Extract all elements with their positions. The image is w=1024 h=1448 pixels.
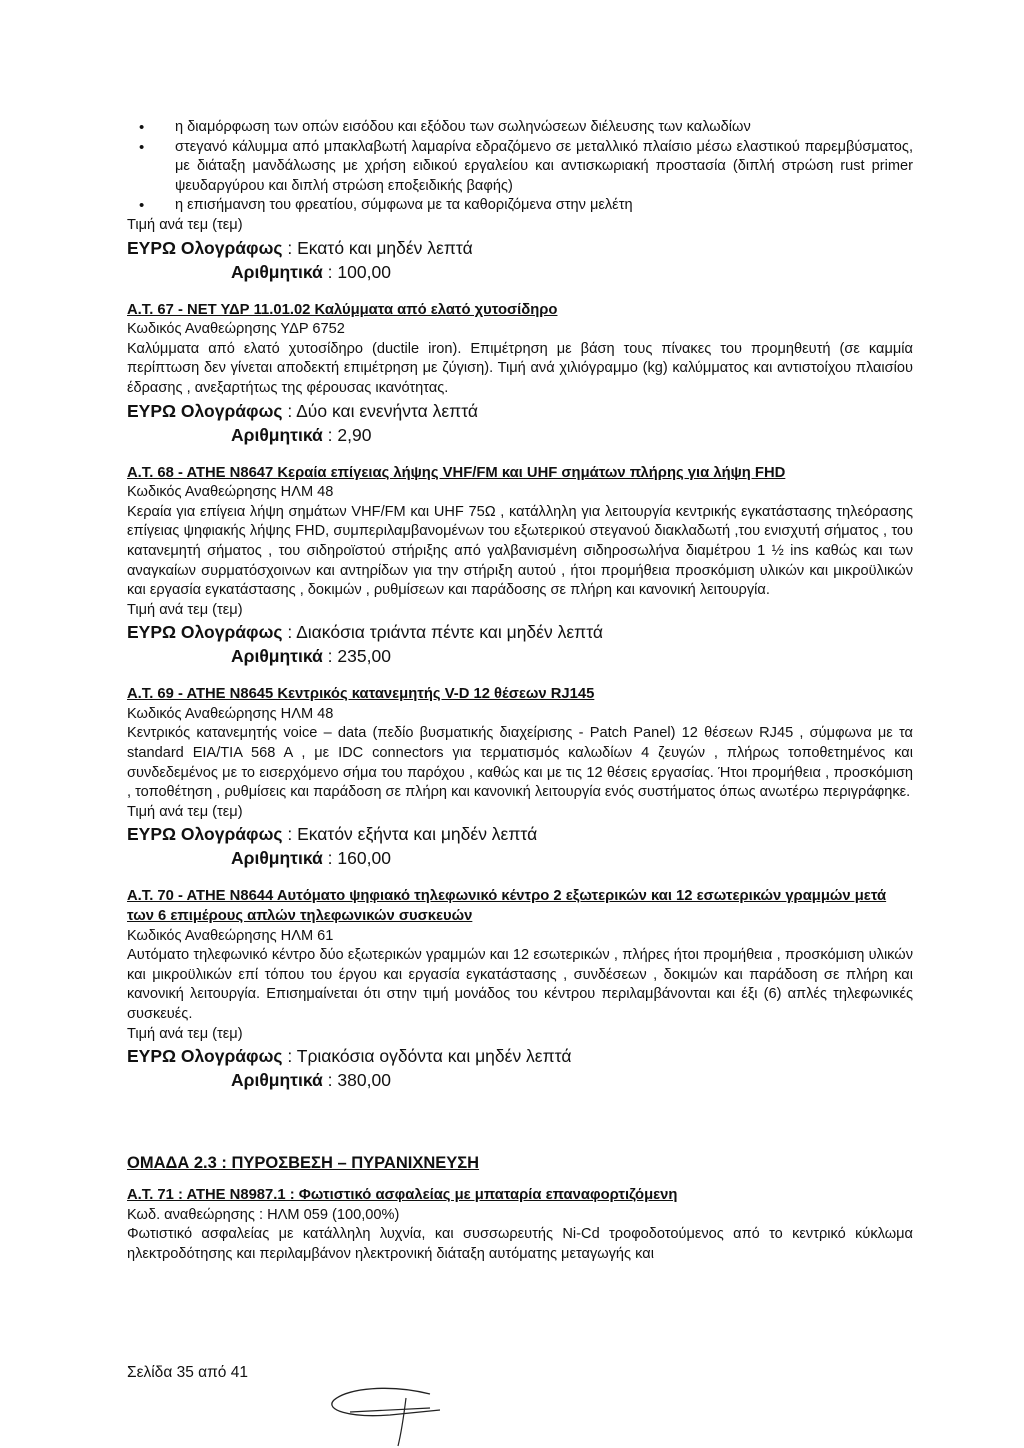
item-heading: Α.Τ. 68 - ΑΤΗΕ Ν8647 Κεραία επίγειας λήψης VHF/FM και UHF σημάτων πλήρης για λήψη FHD	[127, 464, 786, 481]
price-number: 160,00	[337, 848, 391, 869]
colon: :	[287, 824, 293, 845]
colon: :	[327, 1070, 333, 1091]
item-heading: Α.Τ. 67 - ΝΕΤ ΥΔΡ 11.01.02 Καλύμματα από ελατό χυτοσίδηρο	[127, 301, 558, 318]
unit-line: Τιμή ανά τεμ (τεμ)	[127, 216, 243, 233]
revision-code: Κωδικός Αναθεώρησης ΥΔΡ 6752	[127, 321, 345, 338]
item-description: Κεντρικός κατανεμητής voice – data (πεδίο βυσματικής διαχείρισης - Patch Panel) 12 θέσεων RJ45 , σύμφωνα με τα standard EIA/TIA 568 A , με IDC connectors για τερματισμός καλωδίων 4 ζευγών , πλήρως τοποθετημένος και συνδεδεμένος με το εισερχόμενο σήμα του παρόχου , καθώς και με τις 12 θέσεις εργασίας. Ήτοι προμήθεια , προσκόμιση , τοποθέτηση , ρυθμίσεις και παράδοση σε πλήρη και κανονική λειτουργία ενός συστήματος όπως ανωτέρω περιγράφηκε.	[127, 725, 913, 801]
price-words: Τριακόσια ογδόντα και μηδέν λεπτά	[296, 1046, 572, 1067]
price-number: 235,00	[337, 646, 391, 667]
price-number-row	[127, 846, 913, 870]
price-number-label: Αριθμητικά	[231, 848, 323, 869]
item-section	[127, 685, 913, 870]
revision-code: Κωδικός Αναθεώρησης ΗΛΜ 61	[127, 927, 334, 944]
price-words-row	[127, 822, 913, 846]
bullet-item: • στεγανό κάλυμμα από μπακλαβωτή λαμαρίνα εδραζόμενο σε μεταλλικό πλαίσιο μέσω ελαστικού παρεμβύσματος, με διάταξη μανδάλωσης με χρήση ειδικού εργαλείου και αντισκωριακή προστασία (διπλή στρώση rust primer ψευδαργύρου και διπλή στρώση εποξειδικής βαφής)	[127, 138, 913, 197]
price-words-row	[127, 1044, 913, 1068]
price-number-row	[127, 644, 913, 668]
price-number: 2,90	[337, 424, 372, 445]
colon: :	[287, 622, 293, 643]
unit-line: Τιμή ανά τεμ (τεμ)	[127, 803, 243, 820]
price-words-label: ΕΥΡΩ Ολογράφως	[127, 1046, 283, 1067]
document-page	[127, 118, 913, 1265]
price-number-row	[127, 1068, 913, 1092]
colon: :	[287, 400, 293, 421]
price-number-row	[127, 423, 913, 447]
price-words-label: ΕΥΡΩ Ολογράφως	[127, 622, 283, 643]
price-words-row	[127, 236, 913, 260]
page-footer: Σελίδα 35 από 41	[127, 1364, 248, 1381]
price-number-label: Αριθμητικά	[231, 261, 323, 282]
price-words: Δύο και ενενήντα λεπτά	[296, 400, 479, 421]
revision-code: Κωδικός Αναθεώρησης ΗΛΜ 48	[127, 484, 334, 501]
item-section	[127, 887, 913, 1092]
colon: :	[327, 424, 333, 445]
price-words-row	[127, 399, 913, 423]
signature	[320, 1378, 470, 1448]
price-number: 380,00	[337, 1070, 391, 1091]
price-number-label: Αριθμητικά	[231, 1070, 323, 1091]
colon: :	[287, 1046, 293, 1067]
price-words: Εκατό και μηδέν λεπτά	[297, 237, 473, 258]
unit-line: Τιμή ανά τεμ (τεμ)	[127, 1025, 243, 1042]
colon: :	[327, 848, 333, 869]
item-heading: Α.Τ. 70 - ΑΤΗΕ Ν8644 Αυτόματο ψηφιακό τηλεφωνικό κέντρο 2 εξωτερικών και 12 εσωτερικών γραμμών μετά των 6 επιμέρους απλών τηλεφωνικών συσκευών	[127, 888, 887, 925]
price-words-label: ΕΥΡΩ Ολογράφως	[127, 824, 283, 845]
item-heading: Α.Τ. 71 : ΑΤΗΕ Ν8987.1 : Φωτιστικό ασφαλείας με μπαταρία επαναφορτιζόμενη	[127, 1187, 678, 1204]
price-number-row	[127, 260, 913, 284]
price-number-label: Αριθμητικά	[231, 646, 323, 667]
item-section	[127, 464, 913, 669]
group-heading: ΟΜΑΔΑ 2.3 : ΠΥΡΟΣΒΕΣΗ – ΠΥΡΑΝΙΧΝΕΥΣΗ	[127, 1154, 480, 1173]
revision-code: Κωδικός Αναθεώρησης ΗΛΜ 48	[127, 705, 334, 722]
item-heading: Α.Τ. 69 - ΑΤΗΕ Ν8645 Κεντρικός κατανεμητής V-D 12 θέσεων RJ145	[127, 686, 595, 703]
item-section	[127, 1186, 913, 1264]
price-number: 100,00	[337, 261, 391, 282]
item-description: Φωτιστικό ασφαλείας με κατάλληλη λυχνία, και συσσωρευτής Ni-Cd τροφοδοτούμενος από το κεντρικό κύκλωμα ηλεκτροδότησης και περιλαμβάνον ηλεκτρονική διάταξη αυτόματης μεταγωγής και	[127, 1226, 913, 1262]
bullet-item: • η διαμόρφωση των οπών εισόδου και εξόδου των σωληνώσεων διέλευσης των καλωδίων	[127, 118, 913, 138]
price-words-row	[127, 620, 913, 644]
item-description: Αυτόματο τηλεφωνικό κέντρο δύο εξωτερικών γραμμών και 12 εσωτερικών , πλήρες ήτοι προμήθεια , προσκόμιση υλικών και μικροϋλικών επί τόπου του έργου και εργασία εγκατάστασης , συνδέσεων , δοκιμών και παράδοση σε πλήρη και κανονική λειτουργία. Επισημαίνεται ότι στην τιμή μονάδος του κέντρου περιλαμβάνονται και έξι (6) απλές τηλεφωνικές συσκευές.	[127, 947, 913, 1022]
colon: :	[327, 261, 333, 282]
item-description: Καλύμματα από ελατό χυτοσίδηρο (ductile iron). Επιμέτρηση με βάση τους πίνακες του προμηθευτή (σε καμμία περίπτωση δεν γίνεται αποδεκτή επιμέτρηση με ζύγιση). Τιμή ανά χιλιόγραμμο (kg) καλύμματος και αντιστοίχου πλαισίου έδρασης , ανεξαρτήτως της φέρουσας ικανότητας.	[127, 340, 913, 396]
price-words: Εκατόν εξήντα και μηδέν λεπτά	[297, 824, 538, 845]
item-description: Κεραία για επίγεια λήψη σημάτων VHF/FM και UHF 75Ω , κατάλληλη για λειτουργία κεντρικής εγκατάστασης τηλεόρασης επίγειας ψηφιακής λήψης FHD, συμπεριλαμβανομένων του εξωτερικού στεγανού διακλαδωτή ,του ενισχυτή σήματος , του κατανεμητή σήματος , του σιδηροϊστού στήριξης από γαλβανισμένη σιδηροσωλήνα διαμέτρου 1 ½ ins καθώς και των αναγκαίων συρματόσχοινων και αντηρίδων για την στήριξη αυτού , ήτοι προμήθεια προσκόμιση υλικών και μικροϋλικών και εργασία εγκατάστασης , δοκιμών , ρυθμίσεων και παράδοσης σε πλήρη και κανονική λειτουργία.	[127, 503, 913, 599]
price-words-label: ΕΥΡΩ Ολογράφως	[127, 400, 283, 421]
revision-code: Κωδ. αναθεώρησης : ΗΛΜ 059 (100,00%)	[127, 1206, 400, 1223]
price-words: Διακόσια τριάντα πέντε και μηδέν λεπτά	[296, 622, 603, 643]
item-section	[127, 301, 913, 447]
colon: :	[327, 646, 333, 667]
colon: :	[287, 237, 293, 258]
price-words-label: ΕΥΡΩ Ολογράφως	[127, 237, 283, 258]
bullet-item: • η επισήμανση του φρεατίου, σύμφωνα με τα καθοριζόμενα στην μελέτη	[127, 196, 913, 216]
price-number-label: Αριθμητικά	[231, 424, 323, 445]
intro-bullet-list	[127, 118, 913, 216]
unit-line: Τιμή ανά τεμ (τεμ)	[127, 601, 243, 618]
